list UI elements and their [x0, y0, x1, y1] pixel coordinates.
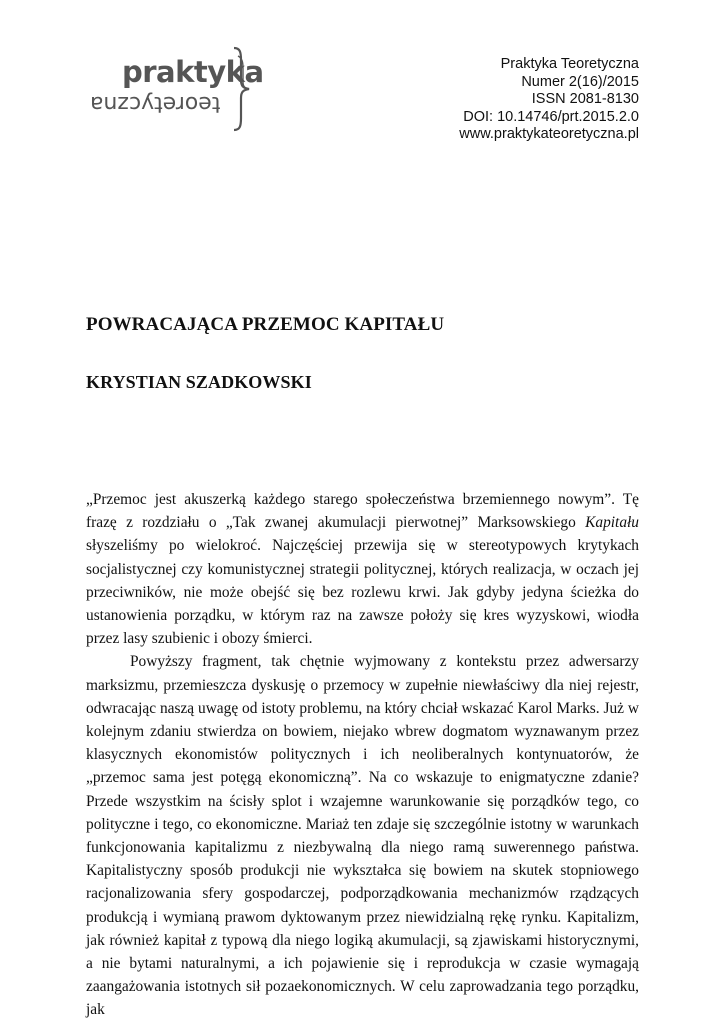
logo-text-bottom-inverted: teoretyczna [90, 91, 221, 116]
paragraph-2: Powyższy fragment, tak chętnie wyjmowany z kontekstu przez adwersarzy marksizmu, przemieszcza dyskusję o przemocy w zupełnie niewłaściwy dla niej rejestr, odwracając naszą uwagę od istoty problemu, na który chciał wskazać Karol Marks. Już w kolejnym zdaniu stwierdza on bowiem, niejako wbrew dogmatom wyznawanym przez klasycznych ekonomistów politycznych i ich neoliberalnych kontynuatorów, że „przemoc sama jest potęgą ekonomiczną”. Na co wskazuje to enigmatyczne zdanie? Przede wszystkim na ścisły splot i wzajemne warunkowanie się porządków tego, co polityczne i tego, co ekonomiczne. Mariaż ten zdaje się szczególnie istotny w warunkach funkcjonowania kapitalizmu z niezbywalną dla niego ramą suwerennego państwa. Kapitalistyczny sposób produkcji nie wykształca się bowiem na skutek stopniowego racjonalizowania sfery gospodarczej, podporządkowania mechanizmów rządzących produkcją i wymianą prawom dyktowanym przez niewidzialną rękę rynku. Kapitalizm, jak również kapitał z typową dla niego logiką akumulacji, są zjawiskami historycznymi, a nie bytami naturalnymi, a ich pojawienie się i reprodukcja w czasie wymagają zaangażowania istotnych sił pozaekonomicznych. W celu zaprowadzania tego porządku, jak [86, 653, 639, 1019]
journal-name: Praktyka Teoretyczna [500, 56, 639, 72]
article-title: POWRACAJĄCA PRZEMOC KAPITAŁU [86, 314, 445, 335]
journal-metadata [459, 56, 639, 144]
journal-logo [86, 46, 266, 136]
issue-number: Numer 2(16)/2015 [521, 73, 639, 90]
paragraph-1-text-b: słyszeliśmy po wielokroć. Najczęściej przewija się w stereotypowych krytykach socjalistycznej czy komunistycznej strategii politycznej, których realizacja, w oczach jej przeciwników, nie może obejść się bez rozlewu krwi. Jak gdyby jedyna ścieżka do ustanowienia porządku, w którym raz na zawsze położy się kres wyzyskowi, wiodła przez lasy szubienic i obozy śmierci. [86, 537, 639, 648]
book-title-italic: Kapitału [585, 514, 639, 532]
brace-icon [230, 46, 252, 132]
article-body [86, 488, 639, 1022]
issn: ISSN 2081-8130 [531, 91, 639, 108]
paragraph-1-text-a: „Przemoc jest akuszerką każdego starego społeczeństwa brzemiennego nowym”. Tę frazę z rozdziału o „Tak zwanej akumulacji pierwotnej” Marksowskiego [86, 491, 639, 532]
website-link[interactable]: www.praktykateoretyczna.pl [459, 126, 639, 143]
doi: DOI: 10.14746/prt.2015.2.0 [463, 108, 639, 125]
article-author: KRYSTIAN SZADKOWSKI [86, 372, 312, 392]
paragraph-1 [86, 488, 639, 650]
logo-text-top: praktyka [122, 55, 264, 89]
